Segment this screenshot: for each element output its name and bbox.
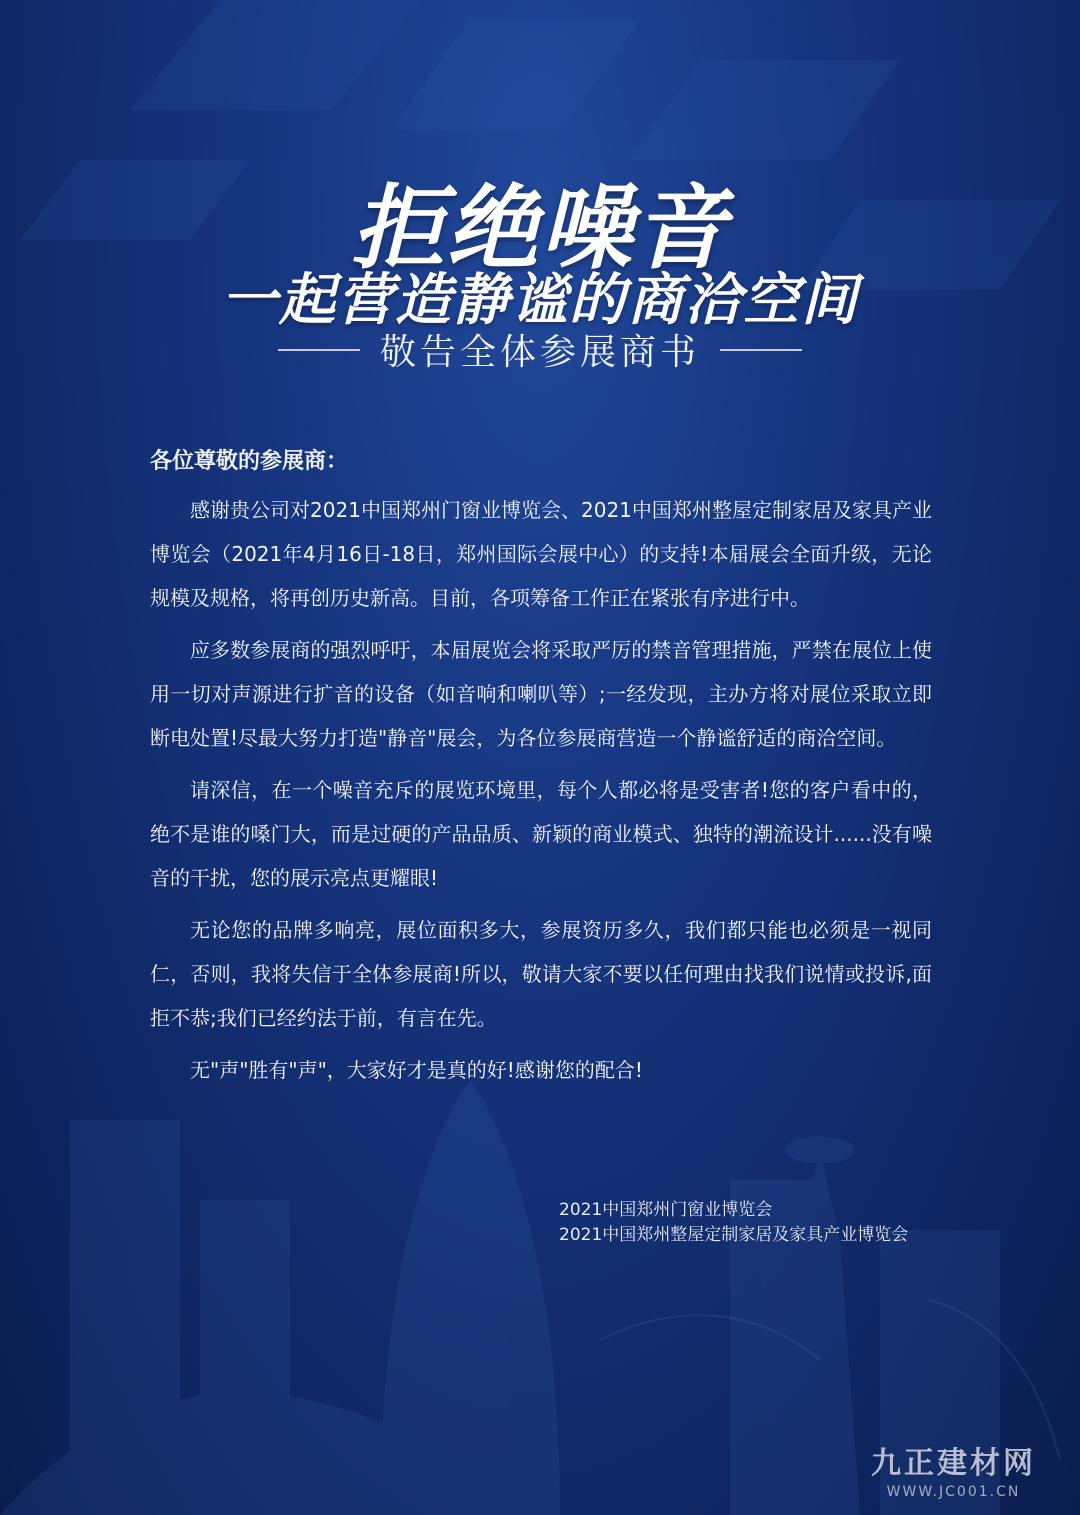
poster-subtitle: 一起营造静谧的商洽空间	[221, 268, 859, 333]
signature-organizer-1: 2021中国郑州门窗业博览会	[559, 1200, 773, 1220]
tagline-divider-left	[278, 349, 360, 351]
letter-signature	[559, 1198, 908, 1248]
letter-paragraph: 感谢贵公司对2021中国郑州门窗业博览会、2021中国郑州整屋定制家居及家具产业博览会（2021年4月16日-18日，郑州国际会展中心）的支持!本届展会全面升级，无论规模及规格，将再创历史新高。目前，各项筹备工作正在紧张有序进行中。	[150, 498, 932, 610]
poster-tagline	[0, 324, 1080, 375]
letter-paragraph: 应多数参展商的强烈呼吁，本届展览会将采取严厉的禁音管理措施，严禁在展位上使用一切对声源进行扩音的设备（如音响和喇叭等）;一经发现，主办方将对展位采取立即断电处置!尽最大努力打造"静音"展会，为各位参展商营造一个静谧舒适的商洽空间。	[150, 638, 932, 750]
letter-paragraph: 无"声"胜有"声"，大家好才是真的好!感谢您的配合!	[190, 1058, 643, 1082]
tagline-divider-right	[720, 349, 802, 351]
signature-organizer-2: 2021中国郑州整屋定制家居及家具产业博览会	[559, 1225, 909, 1245]
watermark-url: WWW.JC001.CN	[886, 1484, 1021, 1500]
site-watermark	[871, 1438, 1036, 1500]
tagline-text: 敬告全体参展商书	[379, 332, 700, 373]
letter-paragraph: 无论您的品牌多响亮，展位面积多大，参展资历多久，我们都只能也必须是一视同仁，否则，我将失信于全体参展商!所以，敬请大家不要以任何理由找我们说情或投诉,面拒不恭;我们已经约法于前，有言在先。	[150, 918, 932, 1030]
letter-body	[150, 440, 932, 1100]
letter-salutation: 各位尊敬的参展商：	[150, 449, 349, 474]
letter-paragraph: 请深信，在一个噪音充斥的展览环境里，每个人都必将是受害者!您的客户看中的，绝不是谁的嗓门大，而是过硬的产品品质、新颖的商业模式、独特的潮流设计......没有噪音的干扰，您的展示亮点更耀眼!	[150, 778, 932, 890]
poster-title: 拒绝噪音	[351, 175, 728, 282]
watermark-brand: 九正建材网	[871, 1446, 1036, 1481]
